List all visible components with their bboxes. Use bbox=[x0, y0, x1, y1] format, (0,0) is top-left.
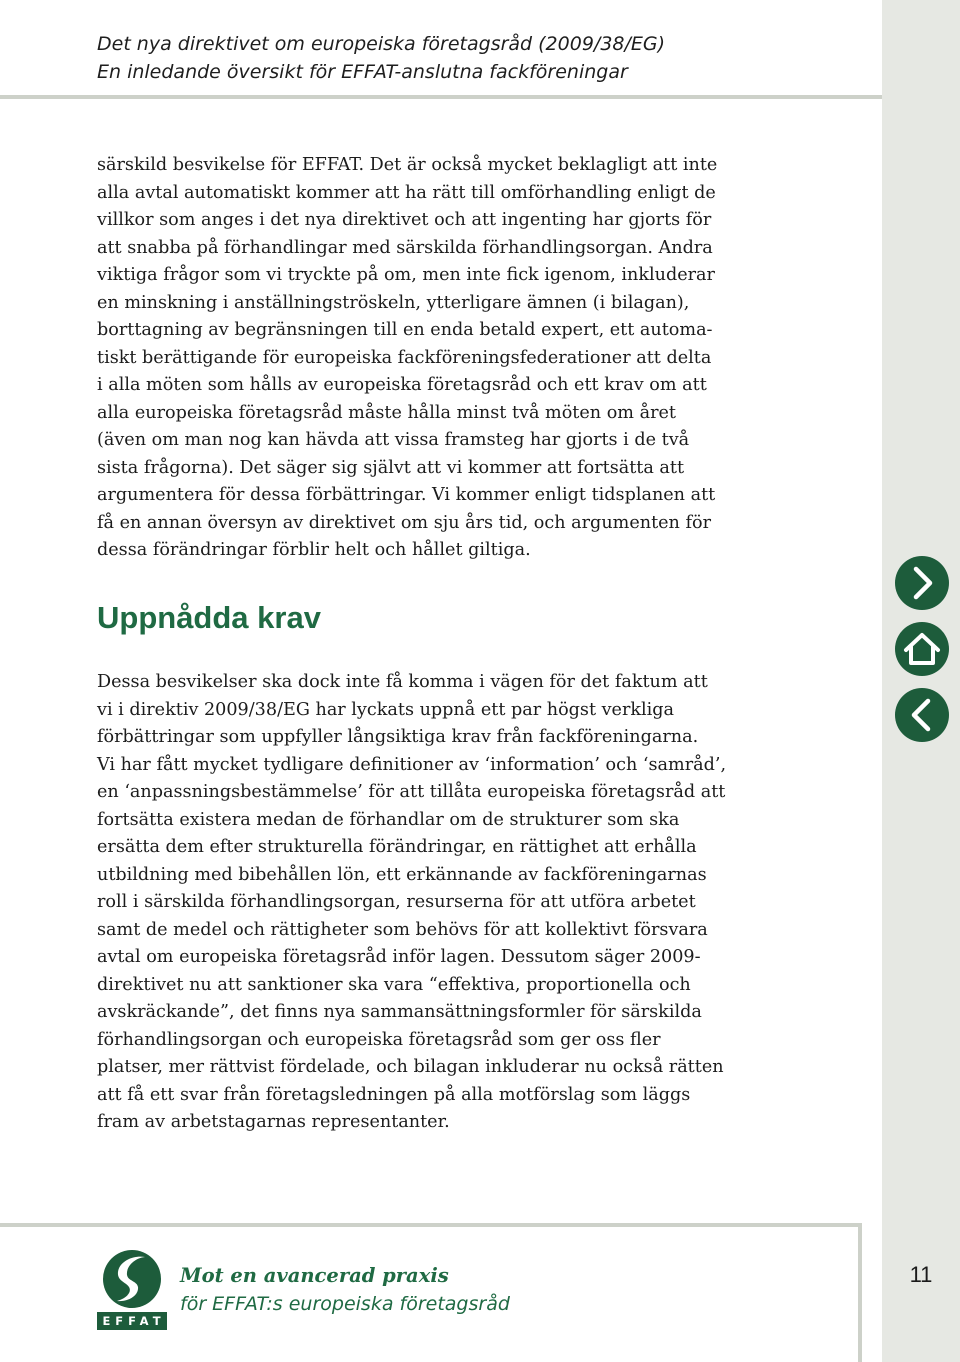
section-heading: Uppnådda krav bbox=[97, 600, 321, 635]
text-line: villkor som anges i det nya direktivet och att ingenting har gjorts för bbox=[97, 210, 712, 230]
header-line-1: Det nya direktivet om europeiska företagsråd (2009/38/EG) bbox=[97, 33, 666, 55]
footer-vertical-divider bbox=[858, 1223, 862, 1362]
text-line: Dessa besvikelser ska dock inte få komma i vägen för det faktum att bbox=[97, 672, 708, 692]
text-line: alla europeiska företagsråd måste hålla minst två möten om året bbox=[97, 402, 676, 423]
text-line: roll i särskilda förhandlingsorgan, resurserna för att utföra arbetet bbox=[97, 892, 696, 912]
paragraph-1 bbox=[97, 152, 867, 565]
header-divider bbox=[0, 95, 882, 99]
text-line: sista frågorna). Det säger sig självt att vi kommer att fortsätta att bbox=[97, 457, 685, 478]
text-line: viktiga frågor som vi tryckte på om, men inte fick igenom, inkluderar bbox=[97, 265, 715, 285]
text-line: Vi har fått mycket tydligare definitioner av ‘information’ och ‘samråd’, bbox=[97, 754, 727, 775]
text-line: (även om man nog kan hävda att vissa framsteg har gjorts i de två bbox=[97, 430, 690, 450]
text-line: avtal om europeiska företagsråd inför lagen. Dessutom säger 2009- bbox=[97, 947, 701, 967]
text-line: samt de medel och rättigheter som behövs för att kollektivt försvara bbox=[97, 919, 708, 940]
running-header bbox=[97, 30, 867, 86]
text-line: att snabba på förhandlingar med särskilda förhandlingsorgan. Andra bbox=[97, 237, 713, 258]
text-line: avskräckande”, det finns nya sammansättningsformler för särskilda bbox=[97, 1002, 702, 1022]
text-line: dessa förändringar förblir helt och hållet giltiga. bbox=[97, 540, 531, 560]
text-line: förbättringar som uppfyller långsiktiga krav från fackföreningarna. bbox=[97, 727, 699, 747]
text-line: få en annan översyn av direktivet om sju års tid, och argumenten för bbox=[97, 512, 711, 533]
text-line: tiskt berättigande för europeiska fackföreningsfederationer att delta bbox=[97, 347, 712, 368]
header-line-2: En inledande översikt för EFFAT-anslutna fackföreningar bbox=[97, 61, 628, 83]
text-line: i alla möten som hålls av europeiska företagsråd och ett krav om att bbox=[97, 375, 707, 395]
effat-logo bbox=[97, 1248, 167, 1332]
page-number: 11 bbox=[909, 1262, 933, 1287]
chevron-left-icon bbox=[895, 688, 949, 742]
chevron-right-icon bbox=[895, 556, 949, 610]
footer-divider bbox=[0, 1223, 862, 1227]
next-page-button[interactable] bbox=[895, 556, 949, 610]
paragraph-2 bbox=[97, 669, 867, 1137]
text-line: särskild besvikelse för EFFAT. Det är också mycket beklagligt att inte bbox=[97, 155, 718, 175]
text-line: förhandlingsorgan och europeiska företagsråd som ger oss fler bbox=[97, 1029, 661, 1050]
text-line: fram av arbetstagarnas representanter. bbox=[97, 1112, 450, 1132]
text-line: platser, mer rättvist fördelade, och bilagan inkluderar nu också rätten bbox=[97, 1057, 724, 1077]
effat-logo-icon bbox=[97, 1248, 167, 1310]
text-line: en ‘anpassningsbestämmelse’ för att tillåta europeiska företagsråd att bbox=[97, 782, 726, 802]
text-line: argumentera för dessa förbättringar. Vi kommer enligt tidsplanen att bbox=[97, 485, 716, 505]
text-line: utbildning med bibehållen lön, ett erkännande av fackföreningarnas bbox=[97, 864, 707, 885]
text-line: fortsätta existera medan de förhandlar om de strukturer som ska bbox=[97, 809, 680, 830]
footer-subtitle: för EFFAT:s europeiska företagsråd bbox=[180, 1293, 510, 1315]
text-line: en minskning i anställningströskeln, ytterligare ämnen (i bilagan), bbox=[97, 292, 690, 313]
home-icon bbox=[895, 622, 949, 676]
text-line: alla avtal automatiskt kommer att ha rätt till omförhandling enligt de bbox=[97, 182, 716, 203]
home-button[interactable] bbox=[895, 622, 949, 676]
previous-page-button[interactable] bbox=[895, 688, 949, 742]
text-line: direktivet nu att sanktioner ska vara “effektiva, proportionella och bbox=[97, 974, 691, 995]
logo-wordmark: EFFAT bbox=[97, 1312, 167, 1330]
text-line: att få ett svar från företagsledningen på alla motförslag som läggs bbox=[97, 1084, 691, 1105]
footer-title: Mot en avancerad praxis bbox=[180, 1264, 449, 1287]
text-line: borttagning av begränsningen till en enda betald expert, ett automa- bbox=[97, 320, 713, 340]
text-line: ersätta dem efter strukturella förändringar, en rättighet att erhålla bbox=[97, 837, 697, 857]
side-strip bbox=[882, 0, 960, 1362]
text-line: vi i direktiv 2009/38/EG har lyckats uppnå ett par högst verkliga bbox=[97, 699, 675, 720]
